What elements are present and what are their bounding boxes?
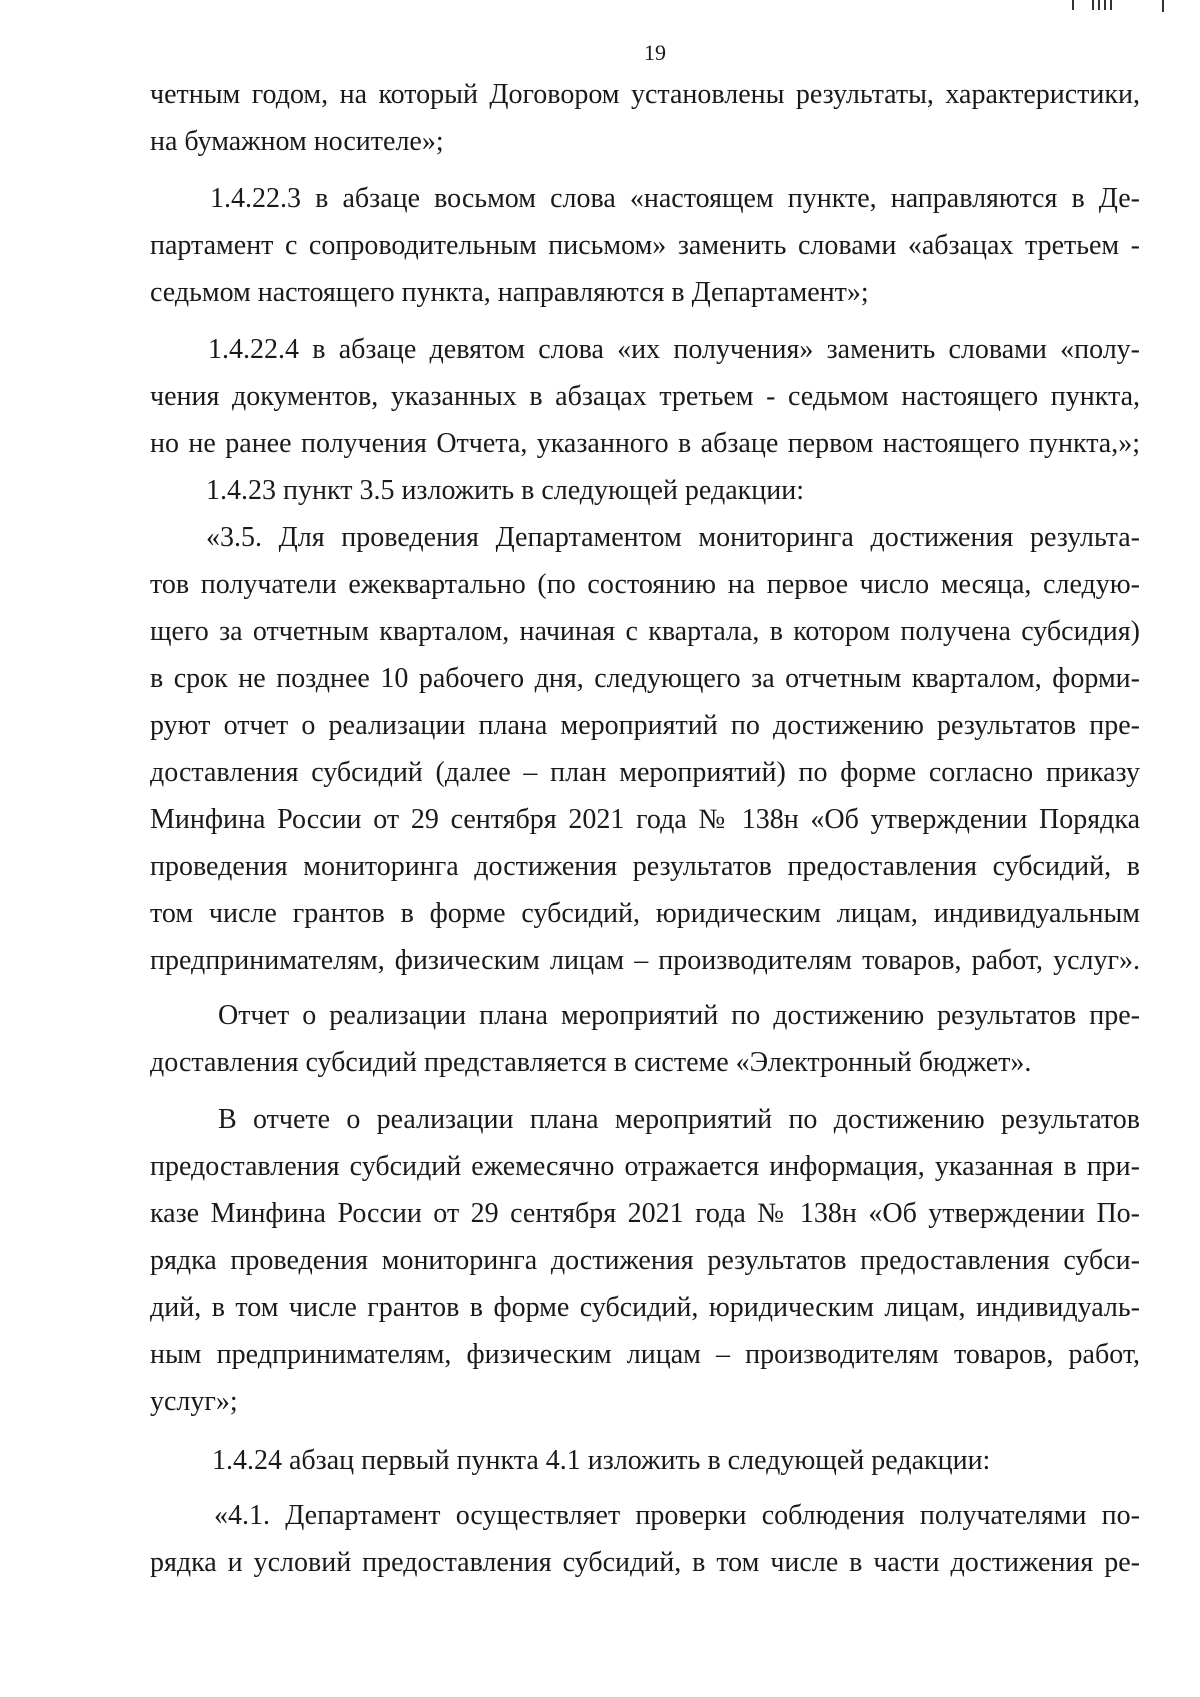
paragraph [150, 1437, 1140, 1484]
text-line: рядка и условий предоставления субсидий, в том числе в части достижения ре- [150, 1547, 1140, 1578]
text-line: партамент с сопроводительным письмом» заменить словами «абзацах третьем - [150, 230, 1140, 261]
text-line: доставления субсидий представляется в системе «Электронный бюджет». [150, 1047, 1032, 1078]
text-line: проведения мониторинга достижения результатов предоставления субсидий, в [150, 851, 1140, 882]
paragraph [150, 1096, 1140, 1425]
text-line: предпринимателям, физическим лицам – производителям товаров, работ, услуг». [150, 945, 1140, 976]
text-line: 1.4.22.3 в абзаце восьмом слова «настоящем пункте, направляются в Де- [210, 183, 1140, 214]
paragraph [150, 71, 1140, 165]
text-line: четным годом, на который Договором установлены результаты, характеристики, [150, 79, 1140, 110]
text-line: 1.4.23 пункт 3.5 изложить в следующей редакции: [206, 475, 804, 506]
text-line: Минфина России от 29 сентября 2021 года № 138н «Об утверждении Порядка [150, 804, 1140, 835]
text-line: дий, в том числе грантов в форме субсидий, юридическим лицам, индивидуаль- [150, 1292, 1140, 1323]
text-line: седьмом настоящего пункта, направляются в Департамент»; [150, 277, 869, 308]
text-line: 1.4.24 абзац первый пункта 4.1 изложить в следующей редакции: [212, 1445, 991, 1476]
document-body [150, 71, 1140, 1586]
paragraph [150, 326, 1140, 467]
text-line: В отчете о реализации плана мероприятий по достижению результатов [218, 1104, 1140, 1135]
text-line: щего за отчетным кварталом, начиная с квартала, в котором получена субсидия) [150, 616, 1140, 647]
text-line: ным предпринимателям, физическим лицам – производителям товаров, работ, [150, 1339, 1140, 1370]
text-line: том числе грантов в форме субсидий, юридическим лицам, индивидуальным [150, 898, 1140, 929]
text-line: казе Минфина России от 29 сентября 2021 года № 138н «Об утверждении По- [150, 1198, 1140, 1229]
paragraph [150, 1492, 1140, 1586]
paragraph [150, 992, 1140, 1086]
text-line: «4.1. Департамент осуществляет проверки соблюдения получателями по- [214, 1500, 1140, 1531]
text-line: услуг»; [150, 1386, 238, 1417]
paragraph [150, 467, 1140, 514]
text-line: «3.5. Для проведения Департаментом мониторинга достижения результа- [206, 522, 1140, 553]
text-line: рядка проведения мониторинга достижения результатов предоставления субси- [150, 1245, 1140, 1276]
text-line: предоставления субсидий ежемесячно отражается информация, указанная в при- [150, 1151, 1140, 1182]
text-line: но не ранее получения Отчета, указанного в абзаце первом настоящего пункта,»; [150, 428, 1140, 459]
text-line: на бумажном носителе»; [150, 126, 444, 157]
paragraph [150, 175, 1140, 316]
text-line: руют отчет о реализации плана мероприятий по достижению результатов пре- [150, 710, 1140, 741]
text-line: доставления субсидий (далее – план мероприятий) по форме согласно приказу [150, 757, 1140, 788]
scan-edge-mark [1052, 0, 1182, 12]
text-line: в срок не позднее 10 рабочего дня, следующего за отчетным кварталом, форми- [150, 663, 1140, 694]
text-line: 1.4.22.4 в абзаце девятом слова «их получения» заменить словами «полу- [208, 334, 1140, 365]
text-line: чения документов, указанных в абзацах третьем - седьмом настоящего пункта, [150, 381, 1140, 412]
page-number: 19 [644, 40, 666, 65]
text-line: тов получатели ежеквартально (по состоянию на первое число месяца, следую- [150, 569, 1140, 600]
text-line: Отчет о реализации плана мероприятий по достижению результатов пре- [218, 1000, 1140, 1031]
paragraph [150, 514, 1140, 984]
